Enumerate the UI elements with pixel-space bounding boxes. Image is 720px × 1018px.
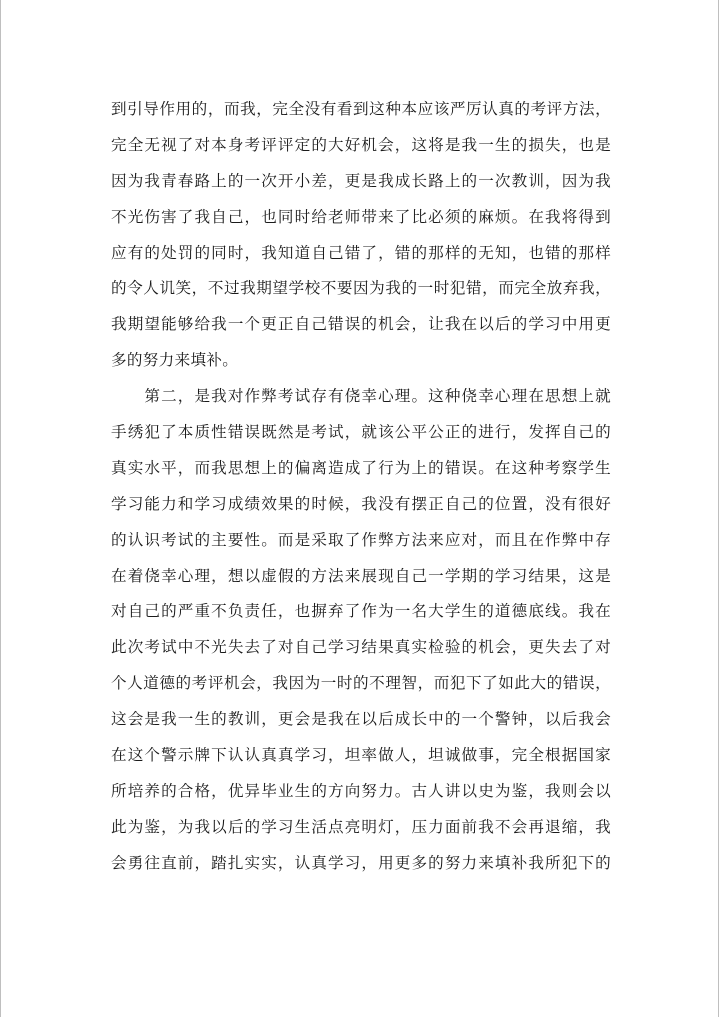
text-line: 学习能力和学习成绩效果的时候，我没有摆正自己的位置，没有很好 [111, 494, 611, 513]
text-line: 手绣犯了本质性错误既然是考试，就该公平公正的进行，发挥自己的 [111, 423, 611, 442]
text-line: 真实水平，而我思想上的偏离造成了行为上的错误。在这种考察学生 [111, 458, 611, 477]
text-line: 此为鉴，为我以后的学习生活点亮明灯，压力面前我不会再退缩，我 [111, 817, 611, 836]
text-line: 的令人讥笑，不过我期望学校不要因为我的一时犯错，而完全放弃我， [111, 279, 611, 298]
text-line: 对自己的严重不负责任，也摒弃了作为一名大学生的道德底线。我在 [111, 602, 611, 621]
text-line: 在这个警示牌下认认真真学习，坦率做人，坦诚做事，完全根据国家 [111, 746, 611, 765]
text-line: 多的努力来填补。 [111, 351, 239, 370]
text-line: 在着侥幸心理，想以虚假的方法来展现自己一学期的学习结果，这是 [111, 566, 611, 585]
text-line: 此次考试中不光失去了对自己学习结果真实检验的机会，更失去了对 [111, 638, 611, 657]
text-line: 到引导作用的，而我，完全没有看到这种本应该严厉认真的考评方法， [111, 100, 611, 118]
text-line: 因为我青春路上的一次开小差，更是我成长路上的一次教训，因为我 [111, 171, 611, 190]
text-line: 完全无视了对本身考评评定的大好机会，这将是我一生的损失，也是 [111, 135, 611, 154]
text-line: 第二，是我对作弊考试存有侥幸心理。这种侥幸心理在思想上就 [111, 387, 611, 406]
text-line: 所培养的合格，优异毕业生的方向努力。古人讲以史为鉴，我则会以 [111, 781, 611, 800]
text-line: 个人道德的考评机会，我因为一时的不理智，而犯下了如此大的错误， [111, 674, 611, 693]
text-line: 会勇往直前，踏扎实实，认真学习，用更多的努力来填补我所犯下的 [111, 853, 611, 872]
text-line: 的认识考试的主要性。而是采取了作弊方法来应对，而且在作弊中存 [111, 530, 611, 549]
document-body [111, 92, 611, 882]
text-line: 我期望能够给我一个更正自己错误的机会，让我在以后的学习中用更 [111, 315, 611, 334]
text-line: 应有的处罚的同时，我知道自己错了，错的那样的无知，也错的那样 [111, 243, 611, 262]
text-line: 这会是我一生的教训，更会是我在以后成长中的一个警钟，以后我会 [111, 710, 611, 729]
text-line: 不光伤害了我自己，也同时给老师带来了比必须的麻烦。在我将得到 [111, 207, 611, 226]
